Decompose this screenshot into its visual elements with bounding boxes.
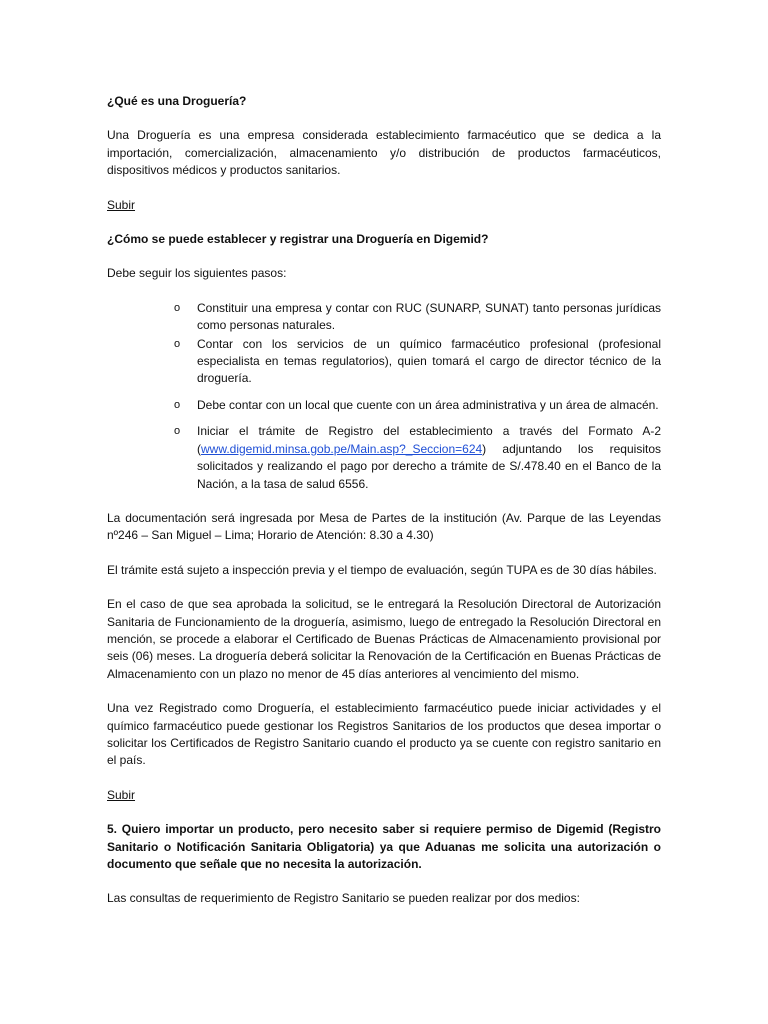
subir-link-1[interactable]: Subir: [107, 197, 136, 212]
paragraph-tramite: El trámite está sujeto a inspección previa y el tiempo de evaluación, según TUPA es de 30 días hábiles.: [107, 562, 657, 577]
step-text-pre: Iniciar el trámite de Registro del establecimiento a través del Formato A-2 (: [197, 424, 661, 456]
step-text: Debe contar con un local que cuente con un área administrativa y un área de almacén.: [197, 397, 659, 412]
paragraph-registrado: Una vez Registrado como Droguería, el establecimiento farmacéutico puede iniciar actividades y el químico farmacéutico puede gestionar los Registros Sanitarios de los productos que desea importar o solicitar los Certificados de Registro Sanitario cuando el producto ya se cuente con registro sanitario en el país.: [107, 701, 661, 768]
step-item: [107, 397, 661, 414]
bullet-marker: o: [174, 301, 181, 314]
step-text: Contar con los servicios de un químico farmacéutico profesional (profesional especialista en temas regulatorios), quien tomará el cargo de director técnico de la droguería.: [197, 336, 661, 386]
bullet-marker: o: [174, 337, 181, 350]
steps-list: [107, 300, 661, 493]
heading-como-registrar: ¿Cómo se puede establecer y registrar una Droguería en Digemid?: [107, 232, 489, 247]
step-text-post: ) adjuntando los requisitos solicitados y realizando el pago por derecho a trámite de S/.478.40 en el Banco de la Nación, a la tasa de salud 6556.: [197, 441, 661, 491]
paragraph-documentacion: La documentación será ingresada por Mesa de Partes de la institución (Av. Parque de las Leyendas nº246 – San Miguel – Lima; Horario de Atención: 8.30 a 4.30): [107, 510, 661, 543]
step-item: [107, 300, 661, 335]
bullet-marker: o: [174, 425, 181, 438]
paragraph-aprobada: En el caso de que sea aprobada la solicitud, se le entregará la Resolución Directoral de Autorización Sanitaria de Funcionamiento de la droguería, asimismo, luego de entregado la Resolución Directoral en mención, se procede a elaborar el Certificado de Buenas Prácticas de Almacenamiento provisional por seis (06) meses. La droguería deberá solicitar la Renovación de la Certificación en Buenas Prácticas de Almacenamiento con un plazo no menor de 45 días anteriores al vencimiento del mismo.: [107, 597, 661, 681]
digemid-formato-link[interactable]: www.digemid.minsa.gob.pe/Main.asp?_Seccion=624: [201, 441, 483, 456]
document-page: [107, 90, 661, 908]
subir-link-2[interactable]: Subir: [107, 787, 136, 802]
paragraph-pasos-intro: Debe seguir los siguientes pasos:: [107, 266, 287, 281]
step-item: [107, 423, 661, 493]
heading-importar-producto: 5. Quiero importar un producto, pero necesito saber si requiere permiso de Digemid (Registro Sanitario o Notificación Sanitaria Obligatoria) ya que Aduanas me solicita una autorización o documento que señale que no necesita la autorización.: [107, 822, 661, 871]
step-item: [107, 336, 661, 388]
paragraph-consultas: Las consultas de requerimiento de Registro Sanitario se pueden realizar por dos medios:: [107, 891, 580, 906]
paragraph-definicion: Una Droguería es una empresa considerada establecimiento farmacéutico que se dedica a la importación, comercialización, almacenamiento y/o distribución de productos farmacéuticos, dispositivos médicos y productos sanitarios.: [107, 128, 661, 178]
step-text: Constituir una empresa y contar con RUC (SUNARP, SUNAT) tanto personas jurídicas como personas naturales.: [197, 300, 661, 333]
heading-que-es-drogueria: ¿Qué es una Droguería?: [107, 94, 247, 108]
bullet-marker: o: [174, 398, 181, 411]
